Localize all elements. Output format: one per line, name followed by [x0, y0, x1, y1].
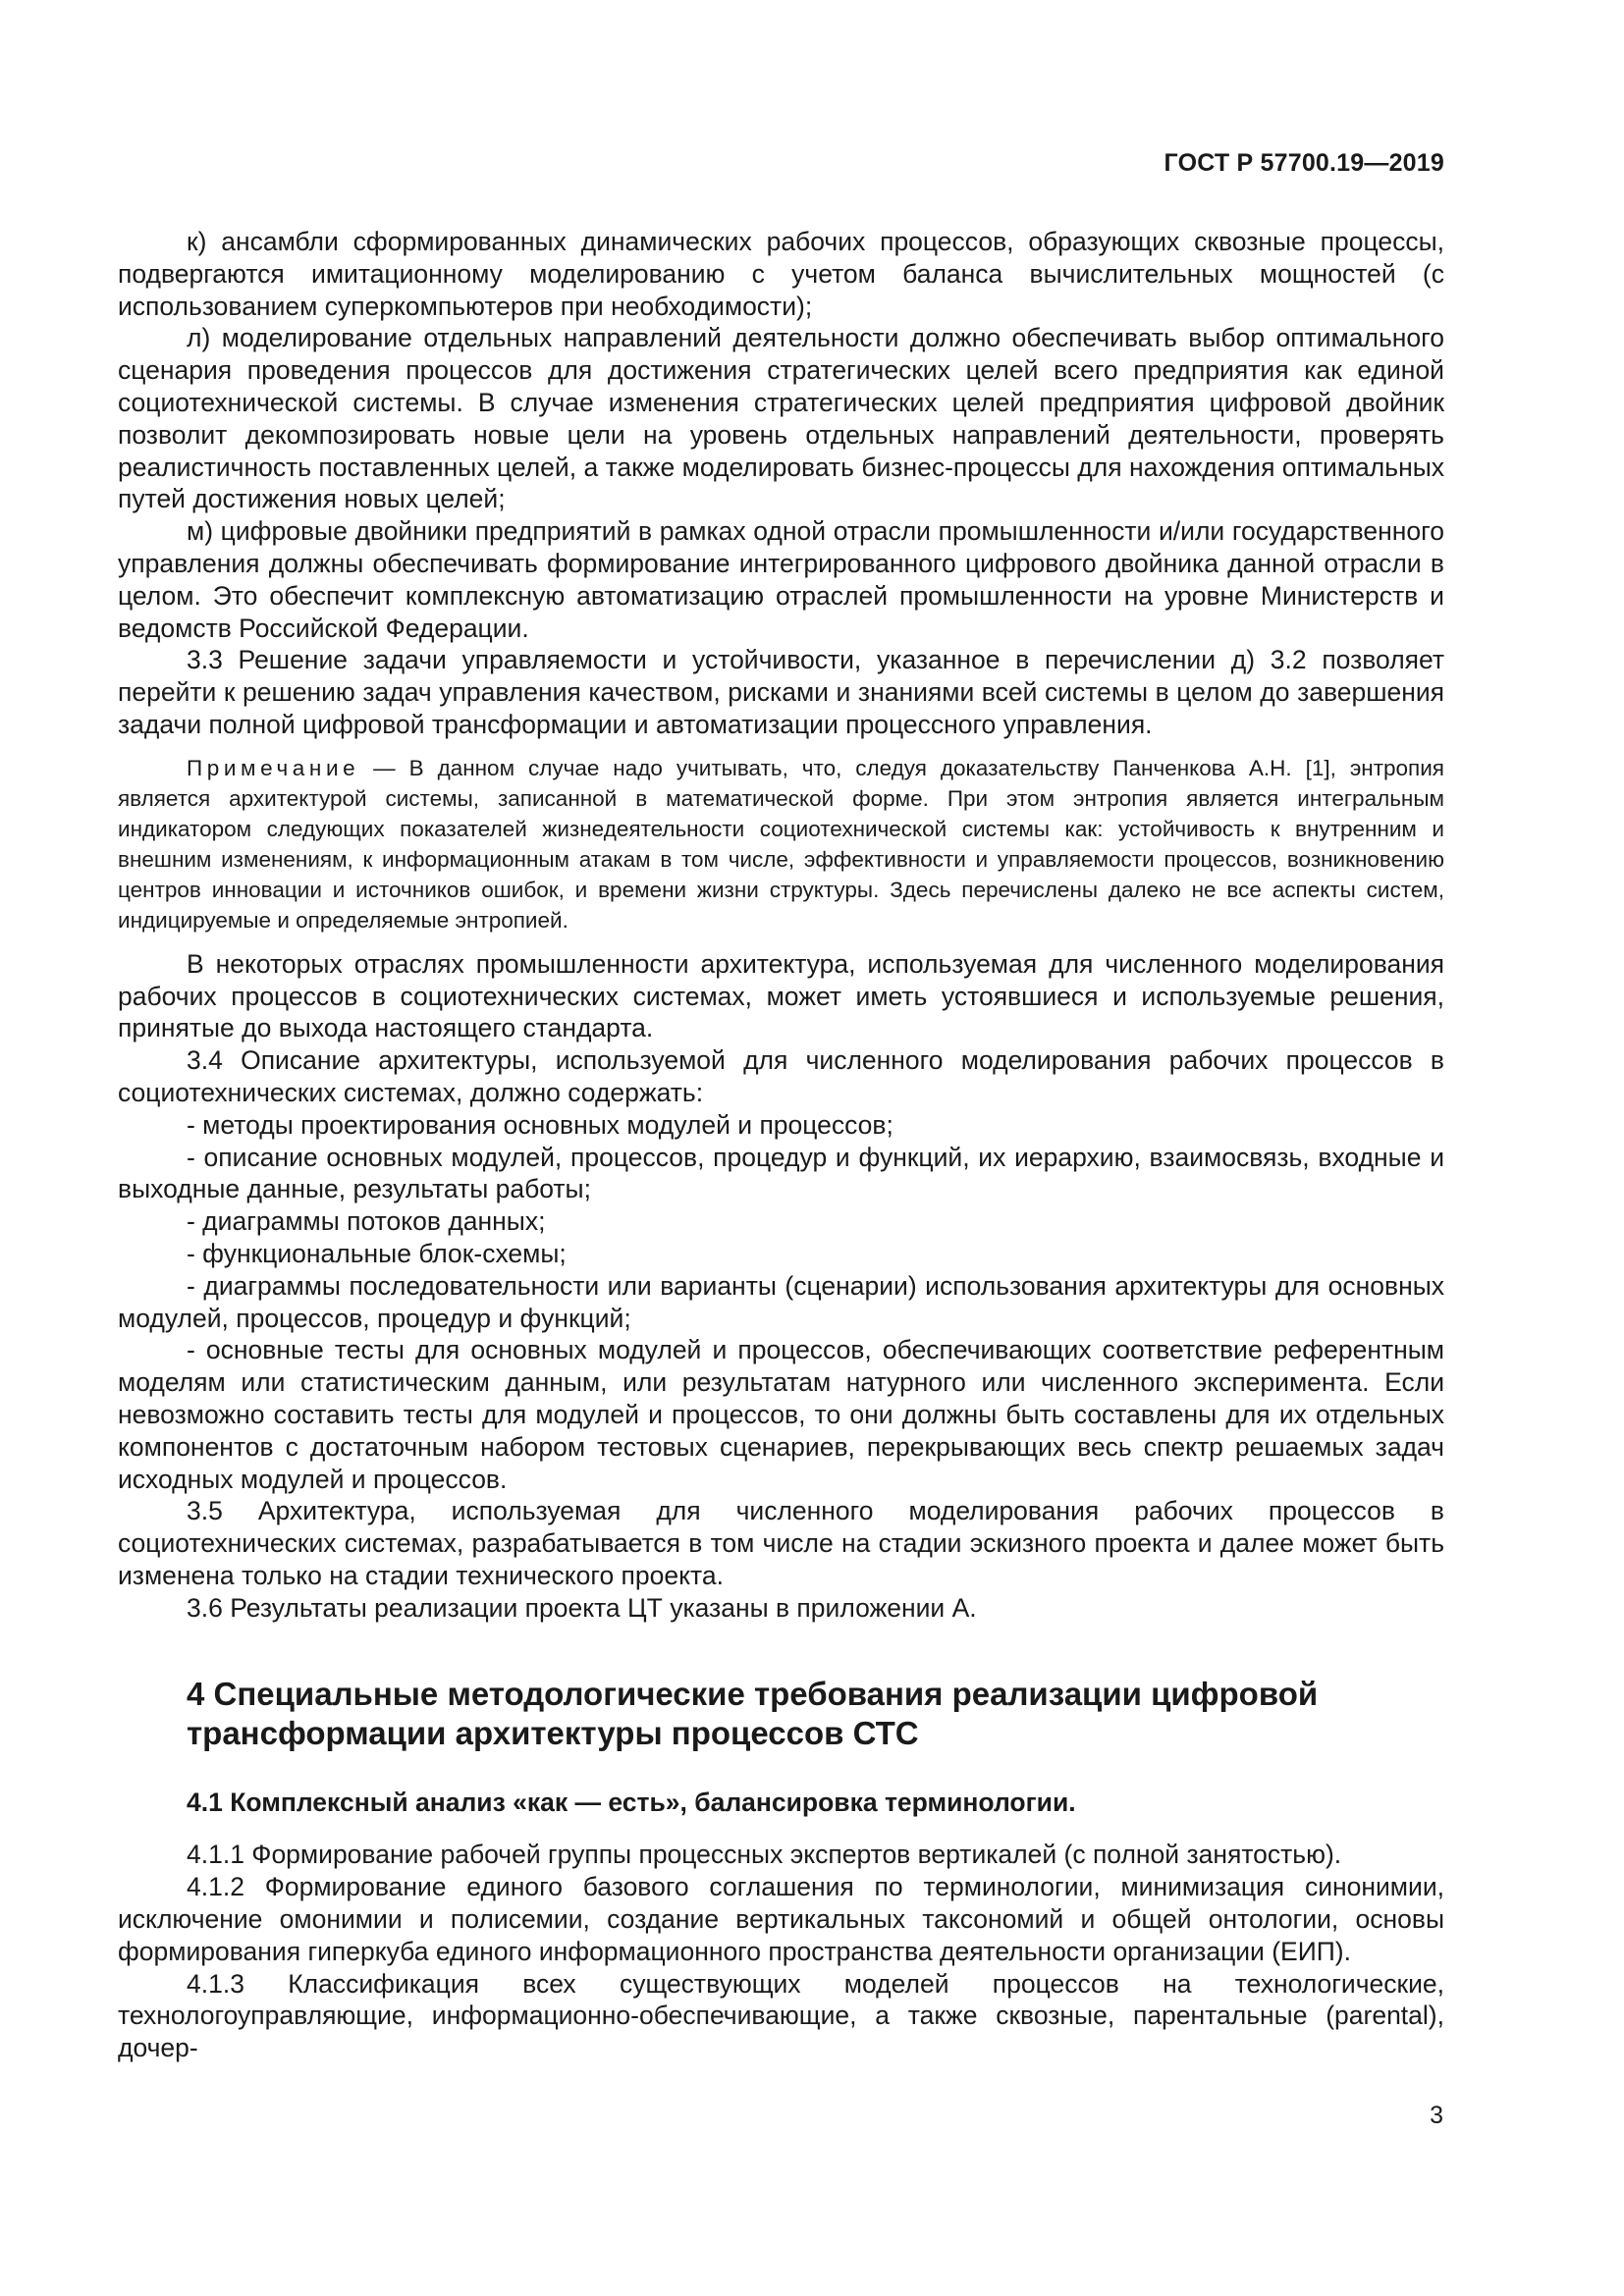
paragraph-industries: В некоторых отраслях промышленности архитектура, используемая для численного моделирования рабочих процессов в социотехнических системах, может иметь устоявшиеся и используемые решения, принятые до выхода настоящего стандарта.: [118, 948, 1444, 1043]
clause-4-1-2: 4.1.2 Формирование единого базового соглашения по терминологии, минимизация синонимии, исключение омонимии и полисемии, создание вертикальных таксономий и общей онтологии, основы формирования гиперкуба единого информационного пространства деятельности организации (ЕИП).: [118, 1872, 1444, 1966]
clause-4-1-3: 4.1.3 Классификация всех существующих моделей процессов на технологические, технологоуправляющие, информационно-обеспечивающие, а также сквозные, парентальные (parental), дочер-: [118, 1968, 1444, 2063]
note-paragraph: [118, 753, 1444, 935]
subsection-4-1-heading: 4.1 Комплексный анализ «как — есть», балансировка терминологии.: [187, 1788, 1076, 1818]
clause-3-5: 3.5 Архитектура, используемая для численного моделирования рабочих процессов в социотехнических системах, разрабатывается в том числе на стадии эскизного проекта и далее может быть изменена только на стадии технического проекта.: [118, 1496, 1444, 1590]
bullet-data-flow: - диаграммы потоков данных;: [187, 1206, 546, 1237]
note-label: Примечание: [187, 755, 360, 780]
clause-3-6: 3.6 Результаты реализации проекта ЦТ указаны в приложении А.: [187, 1592, 977, 1623]
clause-4-1-1: 4.1.1 Формирование рабочей группы процессных экспертов вертикалей (с полной занятостью).: [187, 1840, 1342, 1870]
list-item-k: к) ансамбли сформированных динамических рабочих процессов, образующих сквозные процессы, подвергаются имитационному моделированию с учетом баланса вычислительных мощностей (с использованием суперкомпьютеров при необходимости);: [118, 227, 1444, 321]
list-item-l: л) моделирование отдельных направлений деятельности должно обеспечивать выбор оптимального сценария проведения процессов для достижения стратегических целей всего предприятия как единой социотехнической системы. В случае изменения стратегических целей предприятия цифровой двойник позволит декомпозировать новые цели на уровень отдельных направлений деятельности, проверять реалистичность поставленных целей, а также моделировать бизнес-процессы для нахождения оптимальных путей достижения новых целей;: [118, 323, 1444, 514]
section-4-title-line1: 4 Специальные методологические требования реализации цифровой: [187, 1676, 1319, 1713]
page-body: [118, 226, 1444, 2064]
bullet-sequence-diagrams: - диаграммы последовательности или варианты (сценарии) использования архитектуры для основных модулей, процессов, процедур и функций;: [118, 1270, 1444, 1333]
bullet-tests: - основные тесты для основных модулей и процессов, обеспечивающих соответствие референтным моделям или статистическим данным, или результатам натурного или численного эксперимента. Если невозможно составить тесты для модулей и процессов, то они должны быть составлены для их отдельных компонентов с достаточным набором тестовых сценариев, перекрывающих весь спектр решаемых задач исходных модулей и процессов.: [118, 1335, 1444, 1494]
bullet-module-description: - описание основных модулей, процессов, процедур и функций, их иерархию, взаимосвязь, входные и выходные данные, результаты работы;: [118, 1142, 1444, 1204]
page-number: 3: [1430, 2102, 1443, 2129]
section-4-heading: [118, 1675, 1444, 1753]
document-code-header: ГОСТ Р 57700.19—2019: [1164, 149, 1444, 177]
note-text: — В данном случае надо учитывать, что, следуя доказательству Панченкова А.Н. [1], энтропия является архитектурой системы, записанной в математической форме. При этом энтропия является интегральным индикатором следующих показателей жизнедеятельности социотехнической системы как: устойчивость к внутренним и внешним изменениям, к информационным атакам в том числе, эффективности и управляемости процессов, возникновению центров инновации и источников ошибок, и времени жизни структуры. Здесь перечислены далеко не все аспекты систем, индицируемые и определяемые энтропией.: [118, 755, 1444, 933]
bullet-block-diagrams: - функциональные блок-схемы;: [187, 1238, 567, 1268]
clause-3-3: 3.3 Решение задачи управляемости и устойчивости, указанное в перечислении д) 3.2 позволяет перейти к решению задач управления качеством, рисками и знаниями всей системы в целом до завершения задачи полной цифровой трансформации и автоматизации процессного управления.: [118, 645, 1444, 739]
section-4-title-line2: трансформации архитектуры процессов СТС: [187, 1715, 919, 1752]
clause-3-4: 3.4 Описание архитектуры, используемой для численного моделирования рабочих процессов в социотехнических системах, должно содержать:: [118, 1045, 1444, 1107]
list-item-m: м) цифровые двойники предприятий в рамках одной отрасли промышленности и/или государственного управления должны обеспечивать формирование интегрированного цифрового двойника данной отрасли в целом. Это обеспечит комплексную автоматизацию отраслей промышленности на уровне Министерств и ведомств Российской Федерации.: [118, 516, 1444, 643]
bullet-design-methods: - методы проектирования основных модулей и процессов;: [187, 1109, 893, 1140]
